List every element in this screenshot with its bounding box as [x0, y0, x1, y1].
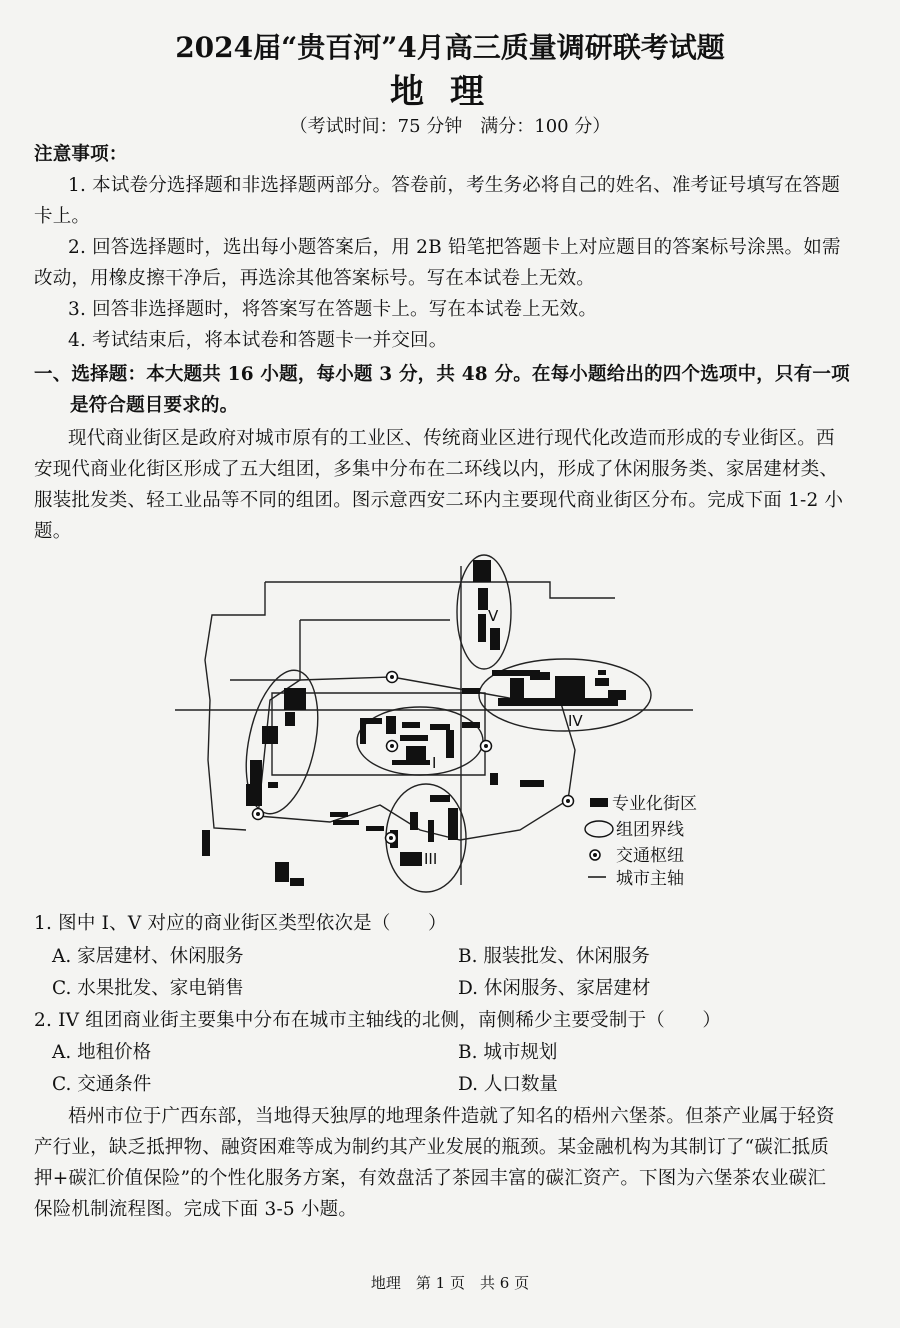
street-block: [366, 826, 384, 831]
street-block: [462, 722, 480, 728]
q1-option-c[interactable]: C. 水果批发、家电销售: [52, 978, 244, 999]
street-block: [530, 672, 550, 680]
street-block: [490, 773, 498, 785]
street-block: [330, 812, 348, 817]
street-block: [284, 688, 306, 710]
street-block: [478, 588, 488, 610]
street-block: [595, 678, 609, 686]
street-block: [285, 712, 295, 726]
street-block: [430, 724, 450, 730]
street-block: [400, 852, 422, 866]
street-block: [202, 830, 210, 856]
passage-line: 押+碳汇价值保险”的个性化服务方案，有效盘活了茶园丰富的碳汇资产。下图为六堡茶农业碳汇: [34, 1168, 827, 1189]
street-block: [448, 808, 458, 840]
q2-option-c[interactable]: C. 交通条件: [52, 1074, 152, 1095]
notice-line: 3. 回答非选择题时，将答案写在答题卡上。写在本试卷上无效。: [68, 299, 598, 320]
q1-option-a[interactable]: A. 家居建材、休闲服务: [52, 946, 244, 967]
legend-hub-label: 交通枢纽: [616, 846, 684, 866]
cluster-label-v: V: [488, 607, 499, 625]
street-block: [555, 676, 585, 700]
cluster-label-iv: IV: [568, 712, 583, 730]
section-heading-cont: 是符合题目要求的。: [70, 395, 239, 416]
cluster-label-iii: III: [424, 850, 438, 868]
cluster-label-ii: II: [262, 726, 271, 744]
street-block: [290, 878, 304, 886]
street-block: [520, 780, 544, 787]
street-block: [498, 698, 618, 706]
street-block: [446, 730, 454, 758]
exam-title: 2024届“贵百河”4月高三质量调研联考试题: [175, 31, 725, 64]
q1-option-d[interactable]: D. 休闲服务、家居建材: [458, 978, 651, 999]
passage-line: 梧州市位于广西东部，当地得天独厚的地理条件造就了知名的梧州六堡茶。但茶产业属于轻资: [68, 1106, 835, 1127]
section-heading: 一、选择题：本大题共 16 小题，每小题 3 分，共 48 分。在每小题给出的四个选项中，只有一项: [34, 364, 850, 385]
street-block: [402, 722, 420, 728]
passage-line: 现代商业街区是政府对城市原有的工业区、传统商业区进行现代化改造而形成的专业街区。西: [68, 428, 835, 449]
street-block: [478, 614, 486, 642]
street-block: [392, 760, 430, 765]
notice-line: 4. 考试结束后，将本试卷和答题卡一并交回。: [68, 330, 448, 351]
street-block: [333, 820, 359, 825]
question-1-stem: 1. 图中 I、V 对应的商业街区类型依次是（ ）: [34, 913, 447, 934]
xian-commercial-map: [0, 540, 900, 900]
passage-line: 保险机制流程图。完成下面 3-5 小题。: [34, 1199, 358, 1220]
notice-heading: 注意事项：: [34, 144, 128, 165]
subject-title: 地理: [390, 72, 510, 112]
notice-line: 改动，用橡皮擦干净后，再选涂其他答案标号。写在本试卷上无效。: [34, 268, 596, 289]
street-block: [386, 716, 396, 734]
legend-boundary-label: 组团界线: [616, 820, 684, 840]
street-block: [428, 820, 434, 842]
cluster-label-i: I: [432, 754, 437, 772]
q2-option-a[interactable]: A. 地租价格: [52, 1042, 152, 1063]
q1-option-b[interactable]: B. 服装批发、休闲服务: [458, 946, 650, 967]
passage-line: 安现代商业化街区形成了五大组团，多集中分布在二环线以内，形成了休闲服务类、家居建材类、: [34, 459, 839, 480]
notice-line: 1. 本试卷分选择题和非选择题两部分。答卷前，考生务必将自己的姓名、准考证号填写在答题: [68, 175, 841, 196]
street-block: [275, 862, 289, 882]
notice-line: 卡上。: [34, 206, 91, 227]
passage-line: 服装批发类、轻工业品等不同的组团。图示意西安二环内主要现代商业街区分布。完成下面 1-2 小: [34, 490, 844, 511]
street-block: [473, 560, 491, 582]
street-block: [462, 688, 480, 694]
notice-line: 2. 回答选择题时，选出每小题答案后，用 2B 铅笔把答题卡上对应题目的答案标号涂黑。如需: [68, 237, 841, 258]
street-block: [598, 670, 606, 675]
street-block: [490, 628, 500, 650]
passage-line: 产行业，缺乏抵押物、融资困难等成为制约其产业发展的瓶颈。某金融机构为其制订了“碳汇抵质: [34, 1137, 830, 1158]
street-block: [246, 784, 262, 806]
street-block: [360, 718, 382, 724]
q2-option-b[interactable]: B. 城市规划: [458, 1042, 558, 1063]
legend-boundary-icon: [585, 821, 613, 837]
street-block: [410, 812, 418, 830]
street-block: [430, 795, 450, 802]
street-block: [268, 782, 278, 788]
page-footer: 地理 第 1 页 共 6 页: [370, 1274, 530, 1292]
street-block: [400, 735, 428, 741]
question-2-stem: 2. IV 组团商业街主要集中分布在城市主轴线的北侧，南侧稀少主要受制于（ ）: [34, 1010, 722, 1031]
legend-street-icon: [590, 798, 608, 807]
map-legend: [585, 794, 697, 889]
legend-axis-label: 城市主轴: [616, 869, 684, 889]
exam-info: （考试时间：75 分钟 满分：100 分）: [289, 116, 611, 137]
legend-street-label: 专业化街区: [612, 794, 697, 814]
q2-option-d[interactable]: D. 人口数量: [458, 1074, 558, 1095]
passage-line: 题。: [34, 521, 72, 542]
street-block: [406, 746, 426, 762]
